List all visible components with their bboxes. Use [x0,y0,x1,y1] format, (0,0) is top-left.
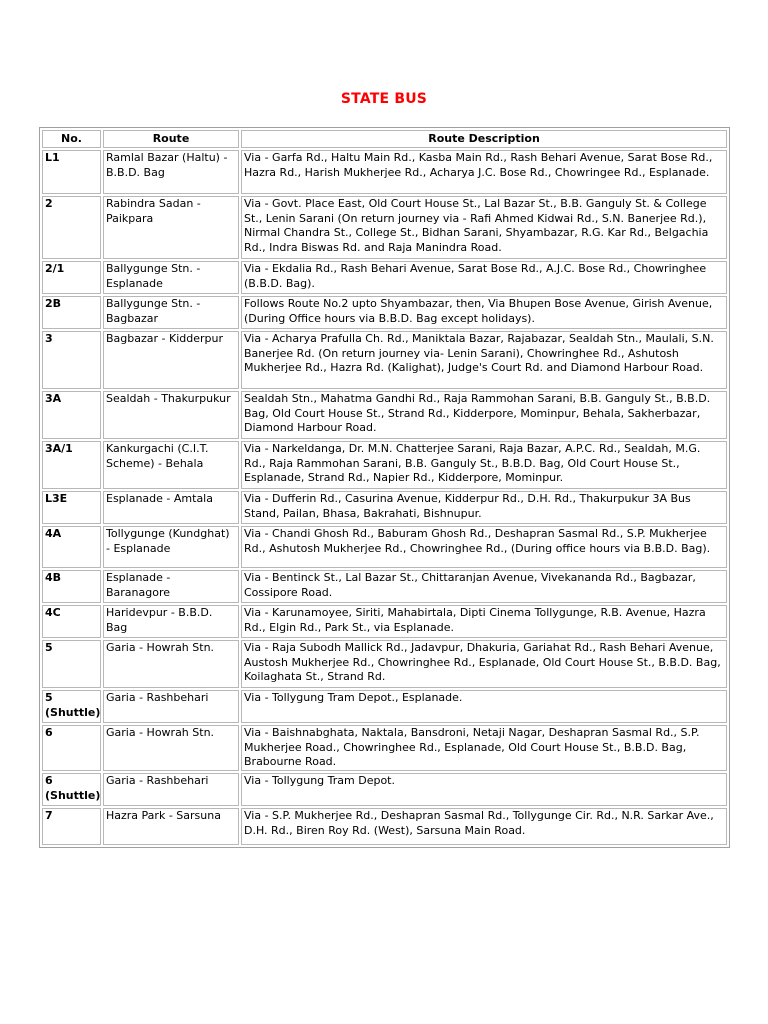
route-name: Garia - Howrah Stn. [103,640,239,688]
route-name: Haridevpur - B.B.D. Bag [103,605,239,638]
route-name: Esplanade - Amtala [103,491,239,524]
route-description: Sealdah Stn., Mahatma Gandhi Rd., Raja Rammohan Sarani, B.B. Ganguly St., B.B.D. Bag, Old Court House St., Strand Rd., Kidderpore, Mominpur, Behala, Sakherbazar, Diamond Harbour Road. [241,391,727,439]
table-row [42,725,727,771]
table-row [42,441,727,489]
route-description: Via - Acharya Prafulla Ch. Rd., Maniktala Bazar, Rajabazar, Sealdah Stn., Maulali, S.N. Banerjee Rd. (On return journey via- Lenin Sarani), Chowringhee Rd., Ashutosh Mukherjee Rd., Hazra Rd. (Kalighat), Judge's Court Rd. and Diamond Harbour Road. [241,331,727,389]
route-number: 4B [42,570,101,603]
column-header-description: Route Description [241,130,727,148]
route-number: 6 [42,725,101,771]
route-description: Via - Chandi Ghosh Rd., Baburam Ghosh Rd., Deshapran Sasmal Rd., S.P. Mukherjee Rd., Ashutosh Mukherjee Rd., Chowringhee Rd., (During office hours via B.B.D. Bag). [241,526,727,568]
route-number: 4A [42,526,101,568]
route-number: L3E [42,491,101,524]
route-description: Via - S.P. Mukherjee Rd., Deshapran Sasmal Rd., Tollygunge Cir. Rd., N.R. Sarkar Ave., D.H. Rd., Biren Roy Rd. (West), Sarsuna Main Road. [241,808,727,845]
route-name: Garia - Howrah Stn. [103,725,239,771]
table-row [42,391,727,439]
route-number: 3A [42,391,101,439]
route-number: 4C [42,605,101,638]
table-row [42,773,727,806]
route-number: 2B [42,296,101,329]
table-body [42,150,727,845]
column-header-route: Route [103,130,239,148]
route-table [39,127,730,848]
column-header-no: No. [42,130,101,148]
route-name: Bagbazar - Kidderpur [103,331,239,389]
table-row [42,605,727,638]
route-number: 7 [42,808,101,845]
route-name: Garia - Rashbehari [103,773,239,806]
table-row [42,526,727,568]
route-description: Via - Narkeldanga, Dr. M.N. Chatterjee Sarani, Raja Bazar, A.P.C. Rd., Sealdah, M.G. Rd., Raja Rammohan Sarani, B.B. Ganguly St., B.B.D. Bag, Old Court House St., Esplanade, Strand Rd., Napier Rd., Kidderpore, Mominpur. [241,441,727,489]
route-number: 5 (Shuttle) [42,690,101,723]
route-name: Rabindra Sadan - Paikpara [103,196,239,259]
route-number: 5 [42,640,101,688]
page-title: STATE BUS [340,91,428,107]
table-row [42,196,727,259]
table-row [42,570,727,603]
route-description: Via - Dufferin Rd., Casurina Avenue, Kidderpur Rd., D.H. Rd., Thakurpukur 3A Bus Stand, Pailan, Bhasa, Bakrahati, Bishnupur. [241,491,727,524]
table-row [42,150,727,194]
route-number: 3 [42,331,101,389]
route-number: L1 [42,150,101,194]
route-description: Via - Raja Subodh Mallick Rd., Jadavpur, Dhakuria, Gariahat Rd., Rash Behari Avenue, Austosh Mukherjee Rd., Chowringhee Rd., Esplanade, Old Court House St., B.B.D. Bag, Koilaghata St., Strand Rd. [241,640,727,688]
table-row [42,808,727,845]
route-name: Tollygunge (Kundghat) - Esplanade [103,526,239,568]
table-header-row [42,130,727,148]
route-name: Ramlal Bazar (Haltu) - B.B.D. Bag [103,150,239,194]
route-description: Follows Route No.2 upto Shyambazar, then, Via Bhupen Bose Avenue, Girish Avenue, (During Office hours via B.B.D. Bag except holidays). [241,296,727,329]
route-description: Via - Ekdalia Rd., Rash Behari Avenue, Sarat Bose Rd., A.J.C. Bose Rd., Chowringhee (B.B.D. Bag). [241,261,727,294]
route-number: 3A/1 [42,441,101,489]
route-name: Garia - Rashbehari [103,690,239,723]
route-name: Ballygunge Stn. - Bagbazar [103,296,239,329]
table-row [42,491,727,524]
route-number: 2/1 [42,261,101,294]
route-description: Via - Tollygung Tram Depot., Esplanade. [241,690,727,723]
route-description: Via - Garfa Rd., Haltu Main Rd., Kasba Main Rd., Rash Behari Avenue, Sarat Bose Rd., Hazra Rd., Harish Mukherjee Rd., Acharya J.C. Bose Rd., Chowringee Rd., Esplanade. [241,150,727,194]
route-name: Ballygunge Stn. - Esplanade [103,261,239,294]
route-description: Via - Baishnabghata, Naktala, Bansdroni, Netaji Nagar, Deshapran Sasmal Rd., S.P. Mukherjee Road., Chowringhee Rd., Esplanade, Old Court House St., B.B.D. Bag, Brabourne Road. [241,725,727,771]
route-description: Via - Govt. Place East, Old Court House St., Lal Bazar St., B.B. Ganguly St. & College St., Lenin Sarani (On return journey via - Rafi Ahmed Kidwai Rd., S.N. Banerjee Rd.), Nirmal Chandra St., College St., Bidhan Sarani, Shyambazar, R.G. Kar Rd., Belgachia Rd., Indra Biswas Rd. and Raja Manindra Road. [241,196,727,259]
route-number: 2 [42,196,101,259]
route-description: Via - Karunamoyee, Siriti, Mahabirtala, Dipti Cinema Tollygunge, R.B. Avenue, Hazra Rd., Elgin Rd., Park St., via Esplanade. [241,605,727,638]
route-name: Esplanade - Baranagore [103,570,239,603]
route-name: Sealdah - Thakurpukur [103,391,239,439]
route-description: Via - Bentinck St., Lal Bazar St., Chittaranjan Avenue, Vivekananda Rd., Bagbazar, Cossipore Road. [241,570,727,603]
route-name: Kankurgachi (C.I.T. Scheme) - Behala [103,441,239,489]
route-name: Hazra Park - Sarsuna [103,808,239,845]
table-row [42,296,727,329]
table-row [42,690,727,723]
table-row [42,640,727,688]
table-row [42,331,727,389]
route-number: 6 (Shuttle) [42,773,101,806]
table-row [42,261,727,294]
route-description: Via - Tollygung Tram Depot. [241,773,727,806]
